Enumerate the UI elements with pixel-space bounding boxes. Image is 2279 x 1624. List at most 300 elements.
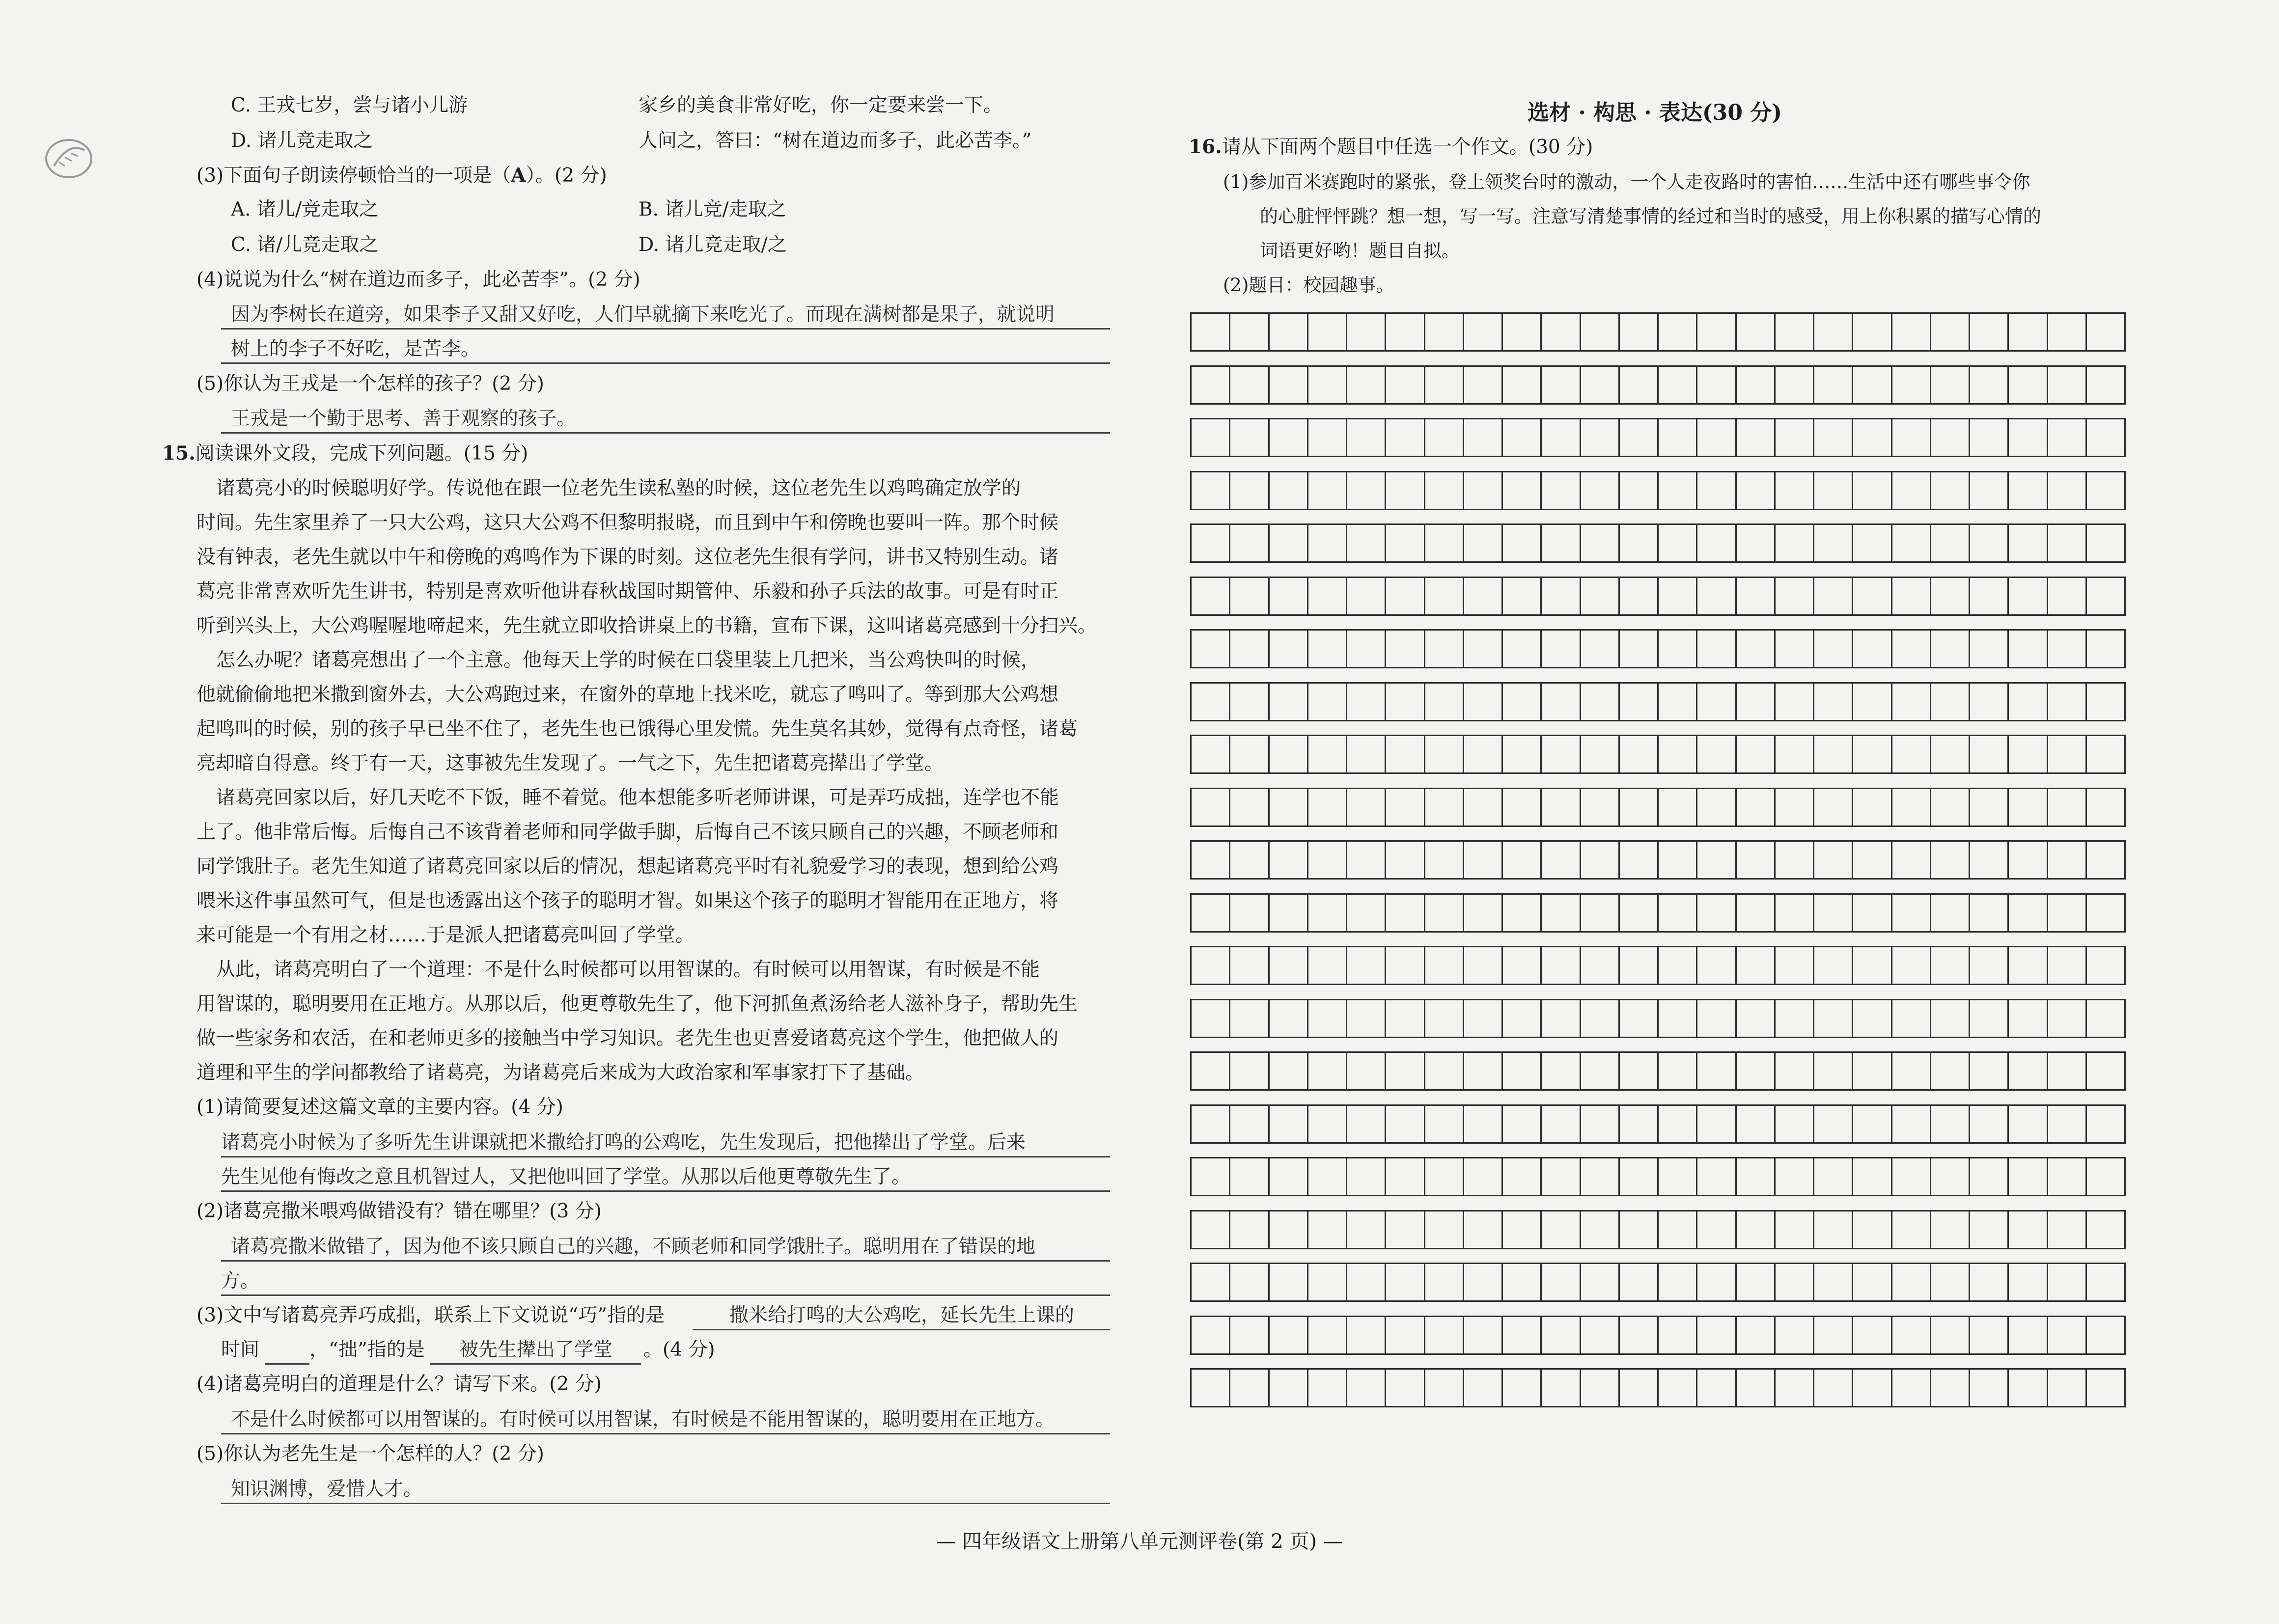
grid-cell[interactable] (1892, 684, 1931, 720)
grid-cell[interactable] (1192, 895, 1230, 931)
grid-cell[interactable] (1230, 525, 1269, 561)
grid-cell[interactable] (1697, 1370, 1736, 1406)
grid-cell[interactable] (1270, 314, 1308, 350)
grid-cell[interactable] (1892, 367, 1931, 403)
grid-cell[interactable] (2009, 1264, 2048, 1300)
grid-cell[interactable] (1776, 367, 1814, 403)
grid-cell[interactable] (1347, 842, 1386, 878)
grid-cell[interactable] (2009, 367, 2048, 403)
grid-cell[interactable] (1542, 578, 1581, 614)
grid-cell[interactable] (1970, 684, 2009, 720)
grid-cell[interactable] (1970, 1106, 2009, 1142)
grid-cell[interactable] (1620, 578, 1659, 614)
grid-cell[interactable] (1386, 1106, 1425, 1142)
grid-cell[interactable] (1737, 314, 1776, 350)
grid-cell[interactable] (1230, 367, 1269, 403)
grid-cell[interactable] (1814, 1000, 1853, 1037)
grid-cell[interactable] (1853, 1000, 1892, 1037)
grid-cell[interactable] (1464, 631, 1503, 667)
grid-cell[interactable] (2009, 842, 2048, 878)
grid-cell[interactable] (1347, 1106, 1386, 1142)
grid-cell[interactable] (1464, 1053, 1503, 1089)
grid-cell[interactable] (1464, 367, 1503, 403)
grid-cell[interactable] (1386, 895, 1425, 931)
grid-cell[interactable] (1386, 1317, 1425, 1353)
grid-cell[interactable] (1386, 525, 1425, 561)
grid-cell[interactable] (1737, 789, 1776, 826)
grid-cell[interactable] (1308, 1317, 1347, 1353)
grid-cell[interactable] (1542, 1106, 1581, 1142)
grid-cell[interactable] (1970, 472, 2009, 509)
grid-cell[interactable] (1659, 1158, 1697, 1195)
grid-cell[interactable] (1464, 736, 1503, 772)
grid-cell[interactable] (1814, 895, 1853, 931)
grid-cell[interactable] (1230, 736, 1269, 772)
grid-cell[interactable] (1814, 1106, 1853, 1142)
grid-cell[interactable] (1697, 1317, 1736, 1353)
grid-cell[interactable] (1892, 631, 1931, 667)
grid-cell[interactable] (1892, 947, 1931, 984)
grid-cell[interactable] (1814, 525, 1853, 561)
grid-cell[interactable] (1464, 578, 1503, 614)
grid-cell[interactable] (1425, 947, 1464, 984)
grid-cell[interactable] (1892, 1158, 1931, 1195)
grid-cell[interactable] (1503, 1106, 1542, 1142)
grid-cell[interactable] (1425, 525, 1464, 561)
grid-cell[interactable] (1659, 736, 1697, 772)
grid-cell[interactable] (1542, 1317, 1581, 1353)
grid-cell[interactable] (1853, 684, 1892, 720)
grid-cell[interactable] (1581, 419, 1620, 456)
grid-cell[interactable] (1542, 895, 1581, 931)
grid-cell[interactable] (1464, 789, 1503, 826)
grid-cell[interactable] (1270, 1317, 1308, 1353)
grid-cell[interactable] (2048, 736, 2087, 772)
grid-cell[interactable] (1503, 1264, 1542, 1300)
grid-cell[interactable] (1464, 684, 1503, 720)
grid-cell[interactable] (1581, 1211, 1620, 1248)
grid-cell[interactable] (1425, 895, 1464, 931)
grid-cell[interactable] (1192, 1264, 1230, 1300)
grid-cell[interactable] (2048, 1264, 2087, 1300)
grid-cell[interactable] (1192, 1000, 1230, 1037)
grid-cell[interactable] (1230, 1158, 1269, 1195)
grid-cell[interactable] (1931, 1370, 1970, 1406)
grid-cell[interactable] (1347, 419, 1386, 456)
grid-cell[interactable] (1386, 684, 1425, 720)
grid-cell[interactable] (1581, 578, 1620, 614)
grid-cell[interactable] (1931, 789, 1970, 826)
grid-cell[interactable] (1892, 1211, 1931, 1248)
grid-cell[interactable] (1776, 895, 1814, 931)
grid-cell[interactable] (2087, 684, 2124, 720)
grid-cell[interactable] (1892, 895, 1931, 931)
grid-cell[interactable] (1347, 895, 1386, 931)
grid-cell[interactable] (1230, 578, 1269, 614)
grid-cell[interactable] (1425, 367, 1464, 403)
grid-cell[interactable] (1970, 1317, 2009, 1353)
grid-cell[interactable] (1697, 895, 1736, 931)
grid-cell[interactable] (1659, 367, 1697, 403)
grid-cell[interactable] (1970, 631, 2009, 667)
grid-cell[interactable] (1970, 1211, 2009, 1248)
grid-cell[interactable] (1970, 736, 2009, 772)
grid-cell[interactable] (1425, 736, 1464, 772)
grid-cell[interactable] (1697, 947, 1736, 984)
grid-cell[interactable] (1581, 842, 1620, 878)
grid-cell[interactable] (1814, 578, 1853, 614)
grid-cell[interactable] (1503, 472, 1542, 509)
grid-cell[interactable] (1853, 1264, 1892, 1300)
grid-cell[interactable] (1503, 525, 1542, 561)
grid-cell[interactable] (1737, 525, 1776, 561)
grid-cell[interactable] (2009, 525, 2048, 561)
grid-cell[interactable] (1814, 419, 1853, 456)
grid-cell[interactable] (1542, 525, 1581, 561)
grid-cell[interactable] (1697, 525, 1736, 561)
grid-cell[interactable] (1620, 1053, 1659, 1089)
grid-cell[interactable] (1931, 1053, 1970, 1089)
grid-cell[interactable] (2048, 789, 2087, 826)
grid-cell[interactable] (1386, 947, 1425, 984)
grid-cell[interactable] (2087, 314, 2124, 350)
grid-cell[interactable] (2009, 578, 2048, 614)
grid-cell[interactable] (1425, 1370, 1464, 1406)
grid-cell[interactable] (1697, 419, 1736, 456)
grid-cell[interactable] (1581, 1264, 1620, 1300)
grid-cell[interactable] (1814, 367, 1853, 403)
grid-cell[interactable] (1347, 1317, 1386, 1353)
grid-cell[interactable] (1270, 736, 1308, 772)
grid-cell[interactable] (1347, 1000, 1386, 1037)
grid-cell[interactable] (1581, 1106, 1620, 1142)
grid-cell[interactable] (1270, 684, 1308, 720)
grid-cell[interactable] (1970, 419, 2009, 456)
grid-cell[interactable] (1581, 789, 1620, 826)
grid-cell[interactable] (1347, 314, 1386, 350)
grid-cell[interactable] (1737, 1053, 1776, 1089)
grid-cell[interactable] (1737, 419, 1776, 456)
grid-cell[interactable] (2009, 789, 2048, 826)
grid-cell[interactable] (1659, 1317, 1697, 1353)
grid-cell[interactable] (1659, 1000, 1697, 1037)
grid-cell[interactable] (1230, 1000, 1269, 1037)
grid-cell[interactable] (1230, 1053, 1269, 1089)
grid-cell[interactable] (1737, 684, 1776, 720)
grid-cell[interactable] (1347, 367, 1386, 403)
grid-cell[interactable] (1347, 947, 1386, 984)
grid-cell[interactable] (1814, 1211, 1853, 1248)
grid-cell[interactable] (1308, 1211, 1347, 1248)
grid-cell[interactable] (1386, 1370, 1425, 1406)
grid-cell[interactable] (1853, 1317, 1892, 1353)
grid-cell[interactable] (1542, 472, 1581, 509)
grid-cell[interactable] (1192, 1053, 1230, 1089)
grid-cell[interactable] (1464, 1000, 1503, 1037)
grid-cell[interactable] (1776, 1264, 1814, 1300)
grid-cell[interactable] (1737, 472, 1776, 509)
grid-cell[interactable] (1347, 1158, 1386, 1195)
grid-cell[interactable] (1659, 895, 1697, 931)
grid-cell[interactable] (1737, 1158, 1776, 1195)
grid-cell[interactable] (1386, 578, 1425, 614)
grid-cell[interactable] (2087, 525, 2124, 561)
grid-cell[interactable] (1308, 736, 1347, 772)
grid-cell[interactable] (1814, 736, 1853, 772)
grid-cell[interactable] (1425, 631, 1464, 667)
grid-cell[interactable] (1270, 842, 1308, 878)
grid-cell[interactable] (1503, 842, 1542, 878)
grid-cell[interactable] (1659, 789, 1697, 826)
grid-cell[interactable] (1270, 1264, 1308, 1300)
grid-cell[interactable] (1737, 1264, 1776, 1300)
grid-cell[interactable] (1697, 842, 1736, 878)
grid-cell[interactable] (1192, 1106, 1230, 1142)
grid-cell[interactable] (1737, 1211, 1776, 1248)
grid-cell[interactable] (2048, 578, 2087, 614)
grid-cell[interactable] (1542, 1264, 1581, 1300)
grid-cell[interactable] (1581, 736, 1620, 772)
grid-cell[interactable] (2087, 842, 2124, 878)
grid-cell[interactable] (1308, 947, 1347, 984)
grid-cell[interactable] (1464, 419, 1503, 456)
grid-cell[interactable] (1270, 1106, 1308, 1142)
grid-cell[interactable] (1192, 789, 1230, 826)
grid-cell[interactable] (2009, 1000, 2048, 1037)
grid-cell[interactable] (2048, 842, 2087, 878)
grid-cell[interactable] (1892, 789, 1931, 826)
grid-cell[interactable] (2087, 578, 2124, 614)
grid-cell[interactable] (1503, 1053, 1542, 1089)
grid-cell[interactable] (1776, 947, 1814, 984)
grid-cell[interactable] (1230, 1317, 1269, 1353)
grid-cell[interactable] (1503, 736, 1542, 772)
grid-cell[interactable] (1697, 631, 1736, 667)
grid-cell[interactable] (1620, 1317, 1659, 1353)
grid-cell[interactable] (1581, 367, 1620, 403)
grid-cell[interactable] (1464, 472, 1503, 509)
grid-cell[interactable] (1270, 367, 1308, 403)
grid-cell[interactable] (1425, 1211, 1464, 1248)
grid-cell[interactable] (1425, 419, 1464, 456)
grid-cell[interactable] (1970, 314, 2009, 350)
grid-cell[interactable] (1853, 1211, 1892, 1248)
grid-cell[interactable] (1542, 1053, 1581, 1089)
grid-cell[interactable] (1270, 1158, 1308, 1195)
grid-cell[interactable] (1230, 789, 1269, 826)
grid-cell[interactable] (1892, 1370, 1931, 1406)
grid-cell[interactable] (1659, 1053, 1697, 1089)
grid-cell[interactable] (1892, 736, 1931, 772)
grid-cell[interactable] (1892, 1106, 1931, 1142)
grid-cell[interactable] (1892, 1264, 1931, 1300)
grid-cell[interactable] (2048, 895, 2087, 931)
grid-cell[interactable] (1308, 578, 1347, 614)
grid-cell[interactable] (1503, 1000, 1542, 1037)
grid-cell[interactable] (1192, 631, 1230, 667)
grid-cell[interactable] (1464, 895, 1503, 931)
grid-cell[interactable] (1853, 367, 1892, 403)
grid-cell[interactable] (1308, 789, 1347, 826)
grid-cell[interactable] (1308, 842, 1347, 878)
grid-cell[interactable] (2048, 631, 2087, 667)
grid-cell[interactable] (1425, 1158, 1464, 1195)
grid-cell[interactable] (1853, 578, 1892, 614)
grid-cell[interactable] (1464, 1158, 1503, 1195)
grid-cell[interactable] (1814, 1158, 1853, 1195)
grid-cell[interactable] (1192, 1317, 1230, 1353)
grid-cell[interactable] (2048, 1106, 2087, 1142)
grid-cell[interactable] (1308, 1158, 1347, 1195)
grid-cell[interactable] (2087, 947, 2124, 984)
grid-cell[interactable] (1542, 631, 1581, 667)
grid-cell[interactable] (1737, 947, 1776, 984)
grid-cell[interactable] (1814, 842, 1853, 878)
grid-cell[interactable] (1386, 631, 1425, 667)
grid-cell[interactable] (1620, 1211, 1659, 1248)
grid-cell[interactable] (1892, 1053, 1931, 1089)
grid-cell[interactable] (1581, 684, 1620, 720)
grid-cell[interactable] (1737, 631, 1776, 667)
grid-cell[interactable] (1542, 314, 1581, 350)
grid-cell[interactable] (1581, 947, 1620, 984)
grid-cell[interactable] (1931, 472, 1970, 509)
grid-cell[interactable] (2087, 1264, 2124, 1300)
grid-cell[interactable] (1192, 472, 1230, 509)
grid-cell[interactable] (1776, 1053, 1814, 1089)
grid-cell[interactable] (1308, 684, 1347, 720)
grid-cell[interactable] (1814, 947, 1853, 984)
grid-cell[interactable] (1776, 842, 1814, 878)
grid-cell[interactable] (1425, 314, 1464, 350)
grid-cell[interactable] (1659, 842, 1697, 878)
grid-cell[interactable] (1776, 1000, 1814, 1037)
grid-cell[interactable] (2048, 1211, 2087, 1248)
grid-cell[interactable] (1192, 947, 1230, 984)
grid-cell[interactable] (1270, 1053, 1308, 1089)
grid-cell[interactable] (2009, 895, 2048, 931)
grid-cell[interactable] (1347, 789, 1386, 826)
grid-cell[interactable] (2087, 419, 2124, 456)
grid-cell[interactable] (1814, 1053, 1853, 1089)
grid-cell[interactable] (1931, 736, 1970, 772)
grid-cell[interactable] (1776, 472, 1814, 509)
grid-cell[interactable] (1230, 895, 1269, 931)
grid-cell[interactable] (1270, 1000, 1308, 1037)
grid-cell[interactable] (1931, 631, 1970, 667)
grid-cell[interactable] (1542, 684, 1581, 720)
grid-cell[interactable] (1270, 578, 1308, 614)
grid-cell[interactable] (2048, 1000, 2087, 1037)
grid-cell[interactable] (2048, 367, 2087, 403)
grid-cell[interactable] (1970, 947, 2009, 984)
grid-cell[interactable] (1503, 895, 1542, 931)
grid-cell[interactable] (1230, 947, 1269, 984)
grid-cell[interactable] (1970, 578, 2009, 614)
grid-cell[interactable] (1853, 1106, 1892, 1142)
grid-cell[interactable] (2087, 1106, 2124, 1142)
grid-cell[interactable] (1697, 472, 1736, 509)
grid-cell[interactable] (1853, 947, 1892, 984)
grid-cell[interactable] (1931, 1106, 1970, 1142)
grid-cell[interactable] (1931, 1158, 1970, 1195)
grid-cell[interactable] (1270, 895, 1308, 931)
grid-cell[interactable] (2009, 419, 2048, 456)
grid-cell[interactable] (1464, 947, 1503, 984)
grid-cell[interactable] (2009, 1211, 2048, 1248)
grid-cell[interactable] (1542, 736, 1581, 772)
grid-cell[interactable] (2009, 736, 2048, 772)
grid-cell[interactable] (2009, 1106, 2048, 1142)
grid-cell[interactable] (1386, 1264, 1425, 1300)
grid-cell[interactable] (1425, 684, 1464, 720)
grid-cell[interactable] (1386, 314, 1425, 350)
grid-cell[interactable] (1308, 1106, 1347, 1142)
grid-cell[interactable] (1308, 419, 1347, 456)
grid-cell[interactable] (1659, 1106, 1697, 1142)
grid-cell[interactable] (1542, 1211, 1581, 1248)
grid-cell[interactable] (1192, 736, 1230, 772)
grid-cell[interactable] (2009, 1370, 2048, 1406)
grid-cell[interactable] (1503, 1370, 1542, 1406)
grid-cell[interactable] (1542, 947, 1581, 984)
grid-cell[interactable] (2009, 947, 2048, 984)
grid-cell[interactable] (2087, 1370, 2124, 1406)
grid-cell[interactable] (1192, 314, 1230, 350)
grid-cell[interactable] (1386, 1158, 1425, 1195)
grid-cell[interactable] (1697, 1158, 1736, 1195)
grid-cell[interactable] (1776, 314, 1814, 350)
grid-cell[interactable] (1931, 947, 1970, 984)
grid-cell[interactable] (1970, 895, 2009, 931)
grid-cell[interactable] (1425, 842, 1464, 878)
grid-cell[interactable] (1192, 684, 1230, 720)
grid-cell[interactable] (1620, 419, 1659, 456)
grid-cell[interactable] (1776, 1317, 1814, 1353)
grid-cell[interactable] (1542, 842, 1581, 878)
grid-cell[interactable] (1737, 736, 1776, 772)
grid-cell[interactable] (1776, 789, 1814, 826)
grid-cell[interactable] (1542, 1000, 1581, 1037)
grid-cell[interactable] (1425, 1000, 1464, 1037)
grid-cell[interactable] (1308, 631, 1347, 667)
grid-cell[interactable] (1970, 525, 2009, 561)
grid-cell[interactable] (1503, 789, 1542, 826)
grid-cell[interactable] (1697, 578, 1736, 614)
grid-cell[interactable] (1814, 1264, 1853, 1300)
grid-cell[interactable] (2087, 1158, 2124, 1195)
grid-cell[interactable] (1737, 367, 1776, 403)
grid-cell[interactable] (1853, 314, 1892, 350)
grid-cell[interactable] (1697, 1000, 1736, 1037)
grid-cell[interactable] (1620, 367, 1659, 403)
grid-cell[interactable] (1503, 367, 1542, 403)
grid-cell[interactable] (1581, 472, 1620, 509)
grid-cell[interactable] (2048, 1053, 2087, 1089)
grid-cell[interactable] (1697, 314, 1736, 350)
grid-cell[interactable] (1425, 1264, 1464, 1300)
grid-cell[interactable] (1347, 1264, 1386, 1300)
grid-cell[interactable] (1192, 419, 1230, 456)
grid-cell[interactable] (1464, 1317, 1503, 1353)
grid-cell[interactable] (1659, 631, 1697, 667)
grid-cell[interactable] (1931, 684, 1970, 720)
grid-cell[interactable] (1308, 472, 1347, 509)
grid-cell[interactable] (1270, 472, 1308, 509)
grid-cell[interactable] (1308, 1264, 1347, 1300)
grid-cell[interactable] (1620, 631, 1659, 667)
grid-cell[interactable] (1931, 1000, 1970, 1037)
